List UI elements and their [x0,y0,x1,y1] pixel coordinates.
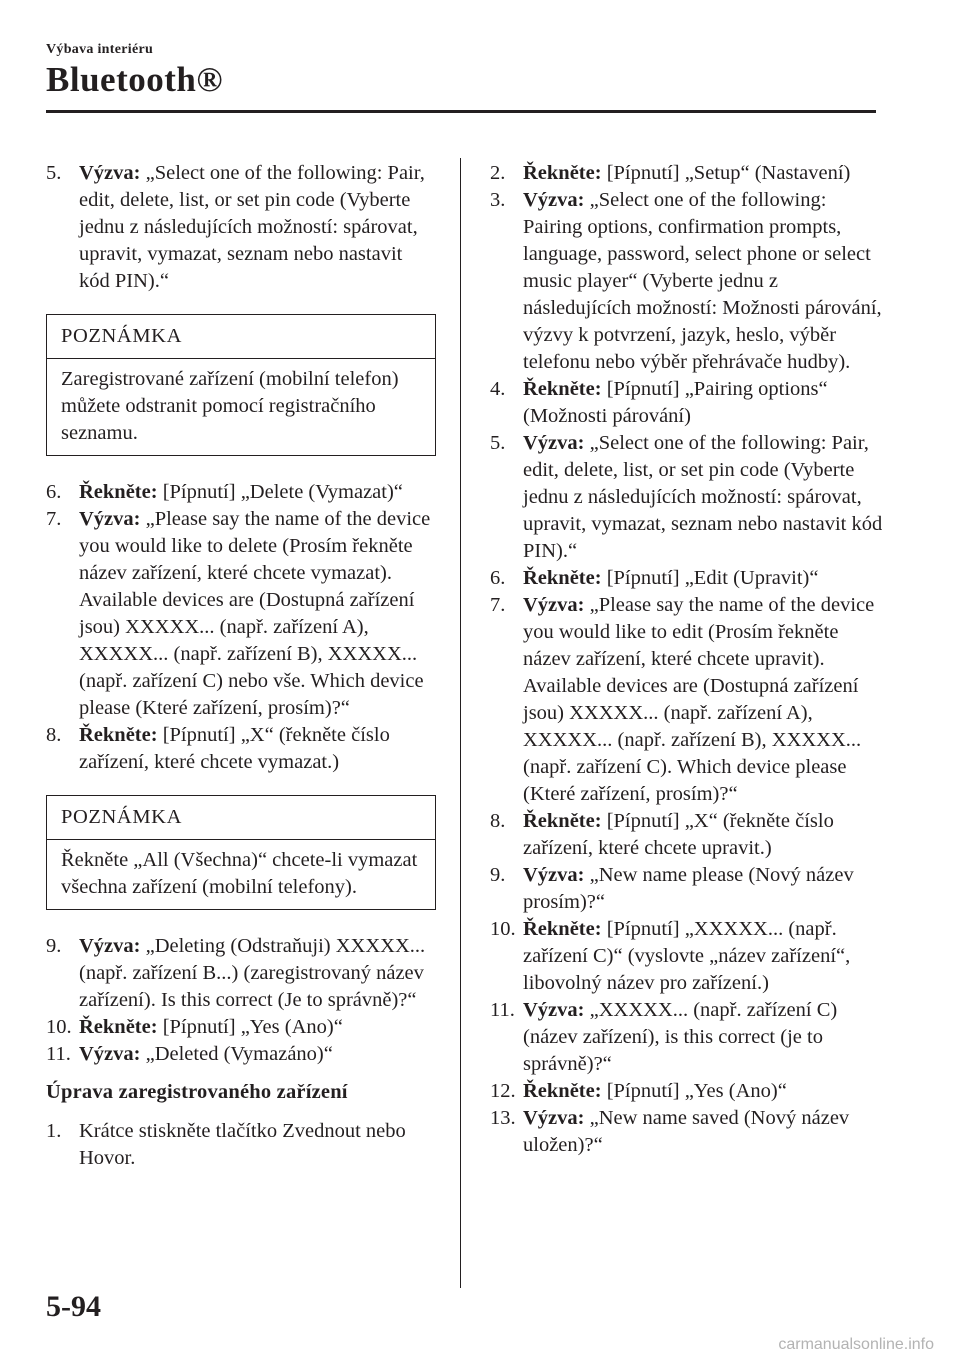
step-keyword: Řekněte: [523,378,602,400]
left-column [46,160,436,1172]
step-5 [490,430,890,565]
step-number: 6. [46,481,62,503]
step-text: „New name please (Nový název prosím)?“ [523,864,854,913]
step-number: 7. [490,594,506,616]
step-keyword: Výzva: [523,189,585,211]
step-keyword: Řekněte: [523,918,602,940]
step-keyword: Řekněte: [79,481,158,503]
step-number: 5. [46,162,62,184]
page-title: Bluetooth® [46,60,223,99]
step-keyword: Řekněte: [79,724,158,746]
step-number: 1. [46,1120,62,1142]
step-text: [Pípnutí] „Delete (Vymazat)“ [157,481,403,503]
step-text: „XXXXX... (např. zařízení C) (název zařízení), is this correct (je to správně)?“ [523,999,838,1075]
step-keyword: Výzva: [79,935,141,957]
step-2 [490,160,890,187]
step-text: [Pípnutí] „X“ (řekněte číslo zařízení, které chcete vymazat.) [79,724,390,773]
step-keyword: Výzva: [523,594,585,616]
step-4 [490,376,890,430]
step-6 [490,565,890,592]
note-box [46,314,436,456]
step-10 [46,1014,436,1041]
step-number: 13. [490,1107,516,1129]
step-keyword: Výzva: [523,432,585,454]
step-text: [Pípnutí] „X“ (řekněte číslo zařízení, které chcete upravit.) [523,810,834,859]
step-11 [490,997,890,1078]
step-text: „Deleted (Vymazáno)“ [140,1043,333,1065]
step-text: „Select one of the following: Pairing options, confirmation prompts, language, password, select phone or select music player“ (Vyberte jednu z následujících možností: Možnosti párování, výzvy k potvrzení, jazyk, heslo, výběr telefonu nebo výběr přehrávače hudby). [523,189,882,373]
step-12 [490,1078,890,1105]
step-keyword: Výzva: [79,1043,141,1065]
step-number: 5. [490,432,506,454]
step-number: 11. [490,999,515,1021]
step-number: 3. [490,189,506,211]
step-keyword: Řekněte: [523,810,602,832]
step-1 [46,1118,436,1172]
step-text: [Pípnutí] „Setup“ (Nastavení) [601,162,851,184]
step-text: [Pípnutí] „Yes (Ano)“ [601,1080,787,1102]
step-number: 11. [46,1043,71,1065]
watermark: carmanualsonline.info [778,1336,934,1353]
subheading: Úprava zaregistrovaného zařízení [46,1081,348,1103]
step-5 [46,160,436,295]
step-10 [490,916,890,997]
step-number: 4. [490,378,506,400]
step-number: 12. [490,1080,516,1102]
step-text: „Please say the name of the device you would like to delete (Prosím řekněte název zařízení, které chcete vymazat). Available devices are (Dostupná zařízení jsou) XXXXX... (např. zařízení A), XXXXX... (např. zařízení B), XXXXX... (např. zařízení C) nebo vše. Which device please (Které zařízení, prosím)?“ [79,508,431,719]
step-number: 2. [490,162,506,184]
right-column [490,160,890,1159]
step-6 [46,479,436,506]
step-number: 9. [490,864,506,886]
section-label: Výbava interiéru [46,42,154,57]
step-8 [46,722,436,776]
step-keyword: Řekněte: [523,162,602,184]
step-text: [Pípnutí] „Edit (Upravit)“ [601,567,819,589]
step-text: [Pípnutí] „Pairing options“ (Možnosti párování) [523,378,828,427]
step-keyword: Výzva: [523,1107,585,1129]
note-title: POZNÁMKA [47,796,435,840]
page-number: 5-94 [46,1290,101,1323]
header-rule [46,110,876,113]
step-11 [46,1041,436,1068]
step-text: [Pípnutí] „Yes (Ano)“ [157,1016,343,1038]
note-title: POZNÁMKA [47,315,435,359]
step-number: 10. [490,918,516,940]
step-7 [46,506,436,722]
step-text: „Select one of the following: Pair, edit, delete, list, or set pin code (Vyberte jednu z následujících možností: spárovat, upravit, vymazat, seznam nebo nastavit kód PIN).“ [523,432,883,562]
step-keyword: Řekněte: [523,567,602,589]
step-keyword: Výzva: [79,162,141,184]
step-13 [490,1105,890,1159]
note-box [46,795,436,910]
step-number: 6. [490,567,506,589]
step-9 [46,933,436,1014]
column-divider [460,158,461,1288]
step-keyword: Řekněte: [523,1080,602,1102]
step-number: 8. [46,724,62,746]
step-number: 10. [46,1016,72,1038]
step-text: [Pípnutí] „XXXXX... (např. zařízení C)“ (vyslovte „název zařízení“, libovolný název pro zařízení.) [523,918,851,994]
step-keyword: Výzva: [79,508,141,530]
step-number: 7. [46,508,62,530]
step-8 [490,808,890,862]
step-text: Krátce stiskněte tlačítko Zvednout nebo Hovor. [79,1120,406,1169]
step-7 [490,592,890,808]
step-3 [490,187,890,376]
step-text: „New name saved (Nový název uložen)?“ [523,1107,850,1156]
step-9 [490,862,890,916]
note-text: Řekněte „All (Všechna)“ chcete-li vymazat všechna zařízení (mobilní telefony). [61,849,418,898]
step-keyword: Výzva: [523,999,585,1021]
step-keyword: Řekněte: [79,1016,158,1038]
step-number: 9. [46,935,62,957]
step-text: „Deleting (Odstraňuji) XXXXX... (např. zařízení B...) (zaregistrovaný název zařízení). Is this correct (Je to správně)?“ [79,935,426,1011]
page-header [46,42,223,100]
step-text: „Select one of the following: Pair, edit, delete, list, or set pin code (Vyberte jednu z následujících možností: spárovat, upravit, vymazat, seznam nebo nastavit kód PIN).“ [79,162,425,292]
note-text: Zaregistrované zařízení (mobilní telefon) můžete odstranit pomocí registračního seznamu. [61,368,399,444]
step-keyword: Výzva: [523,864,585,886]
step-text: „Please say the name of the device you would like to edit (Prosím řekněte název zařízení, které chcete upravit). Available devices are (Dostupná zařízení jsou) XXXXX... (např. zařízení A), XXXXX... (např. zařízení B), XXXXX... (např. zařízení C). Which device please (Které zařízení, prosím)?“ [523,594,875,805]
step-number: 8. [490,810,506,832]
